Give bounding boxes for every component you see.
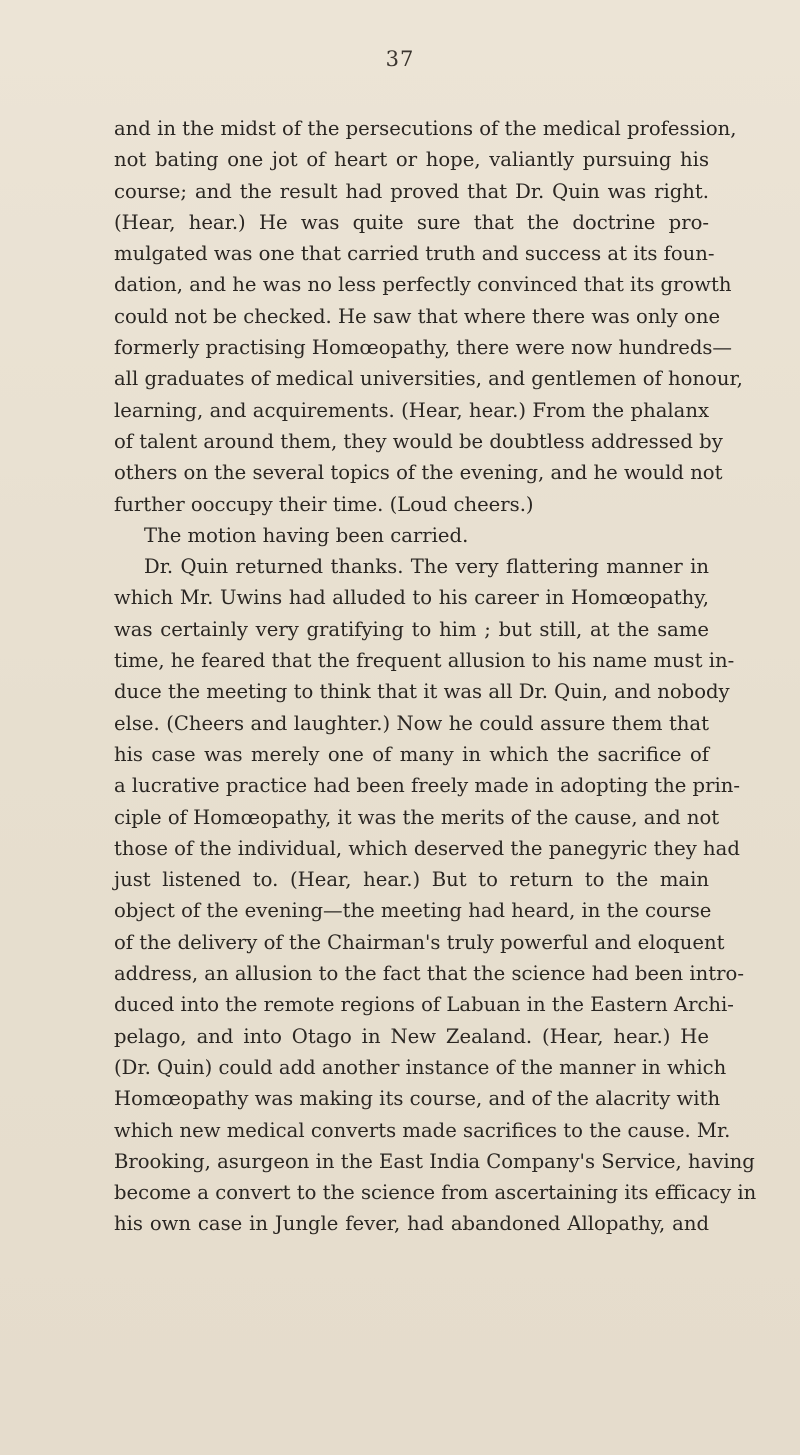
text-line: was certainly very gratifying to him ; but still, at the same [114, 617, 709, 641]
body-text [114, 113, 757, 1240]
text-line: Brooking, asurgeon in the East India Company's Service, having [114, 1149, 755, 1173]
text-line: which Mr. Uwins had alluded to his career in Homœopathy, [114, 586, 709, 610]
text-line: just listened to. (Hear, hear.) But to return to the main [114, 868, 709, 892]
text-line: learning, and acquirements. (Hear, hear.) From the phalanx [114, 398, 709, 422]
text-line: Dr. Quin returned thanks. The very flattering manner in [144, 555, 709, 579]
text-line: become a convert to the science from ascertaining its efficacy in [114, 1181, 757, 1205]
text-line: of talent around them, they would be doubtless addressed by [114, 429, 723, 453]
text-line: time, he feared that the frequent allusion to his name must in- [114, 649, 735, 673]
text-line: not bating one jot of heart or hope, valiantly pursuing his [114, 148, 709, 172]
text-line: a lucrative practice had been freely made in adopting the prin- [114, 774, 740, 798]
text-line: could not be checked. He saw that where there was only one [114, 304, 721, 328]
text-line: which new medical converts made sacrifices to the cause. Mr. [114, 1118, 731, 1142]
text-line: duced into the remote regions of Labuan in the Eastern Archi- [114, 993, 734, 1017]
text-line: The motion having been carried. [144, 523, 469, 547]
text-line: of the delivery of the Chairman's truly powerful and eloquent [114, 930, 725, 954]
text-line: duce the meeting to think that it was all Dr. Quin, and nobody [114, 680, 730, 704]
text-line: Homœopathy was making its course, and of the alacrity with [114, 1087, 721, 1111]
text-line: and in the midst of the persecutions of the medical profession, [114, 117, 737, 140]
text-line: others on the several topics of the evening, and he would not [114, 461, 723, 485]
text-line: his case was merely one of many in which the sacrifice of [114, 742, 709, 766]
text-line: dation, and he was no less perfectly convinced that its growth [114, 273, 732, 297]
text-line: all graduates of medical universities, and gentlemen of honour, [114, 367, 743, 391]
text-line: those of the individual, which deserved the panegyric they had [114, 836, 740, 860]
text-line: pelago, and into Otago in New Zealand. (Hear, hear.) He [114, 1024, 709, 1048]
text-line: (Hear, hear.) He was quite sure that the doctrine pro- [114, 210, 709, 234]
text-line: mulgated was one that carried truth and success at its foun- [114, 242, 715, 266]
text-line: ciple of Homœopathy, it was the merits of the cause, and not [114, 805, 720, 829]
page-number: 37 [385, 47, 415, 71]
text-line: course; and the result had proved that Dr. Quin was right. [114, 179, 709, 203]
text-line: object of the evening—the meeting had heard, in the course [114, 899, 712, 923]
text-line: else. (Cheers and laughter.) Now he could assure them that [114, 711, 709, 735]
text-line: formerly practising Homœopathy, there were now hundreds— [114, 336, 733, 360]
text-line: (Dr. Quin) could add another instance of the manner in which [114, 1055, 727, 1079]
text-line: his own case in Jungle fever, had abandoned Allopathy, and [114, 1212, 709, 1236]
text-line: further ooccupy their time. (Loud cheers.) [114, 492, 534, 516]
text-line: address, an allusion to the fact that the science had been intro- [114, 962, 744, 986]
